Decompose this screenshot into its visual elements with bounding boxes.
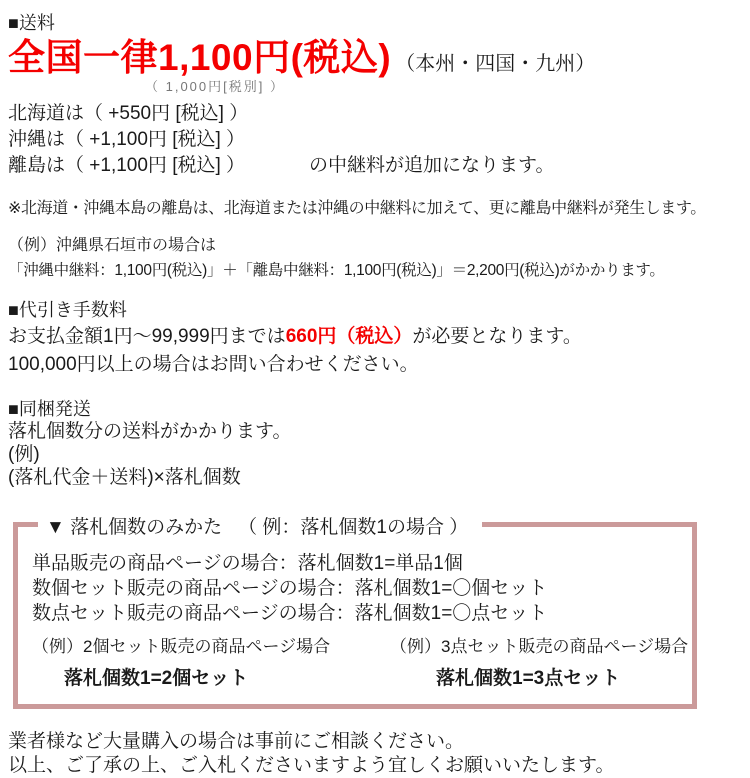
cod-over-limit-line: 100,000円以上の場合はお問い合わせください。 <box>8 354 419 375</box>
bulk-purchase-note: 業者様など大量購入の場合は事前にご相談ください。 <box>8 731 465 752</box>
bundle-shipping-section <box>8 398 750 489</box>
bid-count-box-title <box>38 517 482 539</box>
cod-fee-amount: 660円（税込） <box>285 326 413 347</box>
example-2piece-value: 落札個数1=2個セット <box>64 668 249 689</box>
bid-count-box-title-example: （ 例：落札個数1の場合 ） <box>238 517 469 538</box>
ishigaki-example-detail: 「沖縄中継料：1,100円(税込)」＋「離島中継料：1,100円(税込)」＝2,200円(税込)がかかります。 <box>8 262 665 279</box>
nationwide-price-line <box>8 37 750 79</box>
price-region-note: （本州・四国・九州） <box>395 53 596 75</box>
bundle-section-heading: ■同梱発送 <box>8 399 91 419</box>
cod-fee-section <box>8 299 750 377</box>
surcharge-remote-island: 離島は（ +1,100円 [税込] ） の中継料が追加になります。 <box>8 153 750 179</box>
nationwide-price: 全国一律1,100円(税込) <box>8 37 392 78</box>
shipping-section-heading: ■送料 <box>8 13 55 33</box>
cod-fee-line: お支払金額1円～99,999円までは660円（税込）が必要となります。 <box>8 326 582 347</box>
surcharge-suffix: の中継料が追加になります。 <box>309 155 555 176</box>
rule-single-item: 単品販売の商品ページの場合：落札個数1=単品1個 <box>32 553 463 574</box>
ishigaki-example-intro: （例）沖縄県石垣市の場合は <box>8 237 217 254</box>
example-2piece-label: （例）2個セット販売の商品ページ場合 <box>32 637 331 656</box>
rule-point-set: 数点セット販売の商品ページの場合：落札個数1=〇点セット <box>32 603 548 624</box>
tax-excluded-price: （ 1,000円[税別] ） <box>145 79 285 94</box>
surcharge-hokkaido: 北海道は（ +550円 [税込] ） <box>8 103 249 124</box>
cod-section-heading: ■代引き手数料 <box>8 300 127 320</box>
surcharge-list <box>8 101 750 179</box>
bid-count-explainer-box <box>13 517 697 709</box>
bid-count-box-title-main: ▼ 落札個数のみかた <box>46 517 223 538</box>
example-2piece-set <box>32 636 390 690</box>
bundle-line-1: 落札個数分の送料がかかります。 <box>8 421 292 442</box>
bundle-formula: (落札代金＋送料)×落札個数 <box>8 467 241 488</box>
remote-island-note: ※北海道・沖縄本島の離島は、北海道または沖縄の中継料に加えて、更に離島中継料が発生します。 <box>8 200 706 217</box>
footer-notes <box>8 730 750 778</box>
closing-note: 以上、ご了承の上、ご入札くださいますよう宜しくお願いいたします。 <box>8 755 615 776</box>
bid-count-examples <box>32 636 692 690</box>
rule-piece-set: 数個セット販売の商品ページの場合：落札個数1=〇個セット <box>32 578 548 599</box>
surcharge-okinawa: 沖縄は（ +1,100円 [税込] ） <box>8 129 246 150</box>
bundle-line-2: (例) <box>8 444 40 465</box>
example-3point-set <box>390 636 688 690</box>
example-3point-value: 落札個数1=3点セット <box>436 668 621 689</box>
example-3point-label: （例）3点セット販売の商品ページ場合 <box>390 637 689 656</box>
